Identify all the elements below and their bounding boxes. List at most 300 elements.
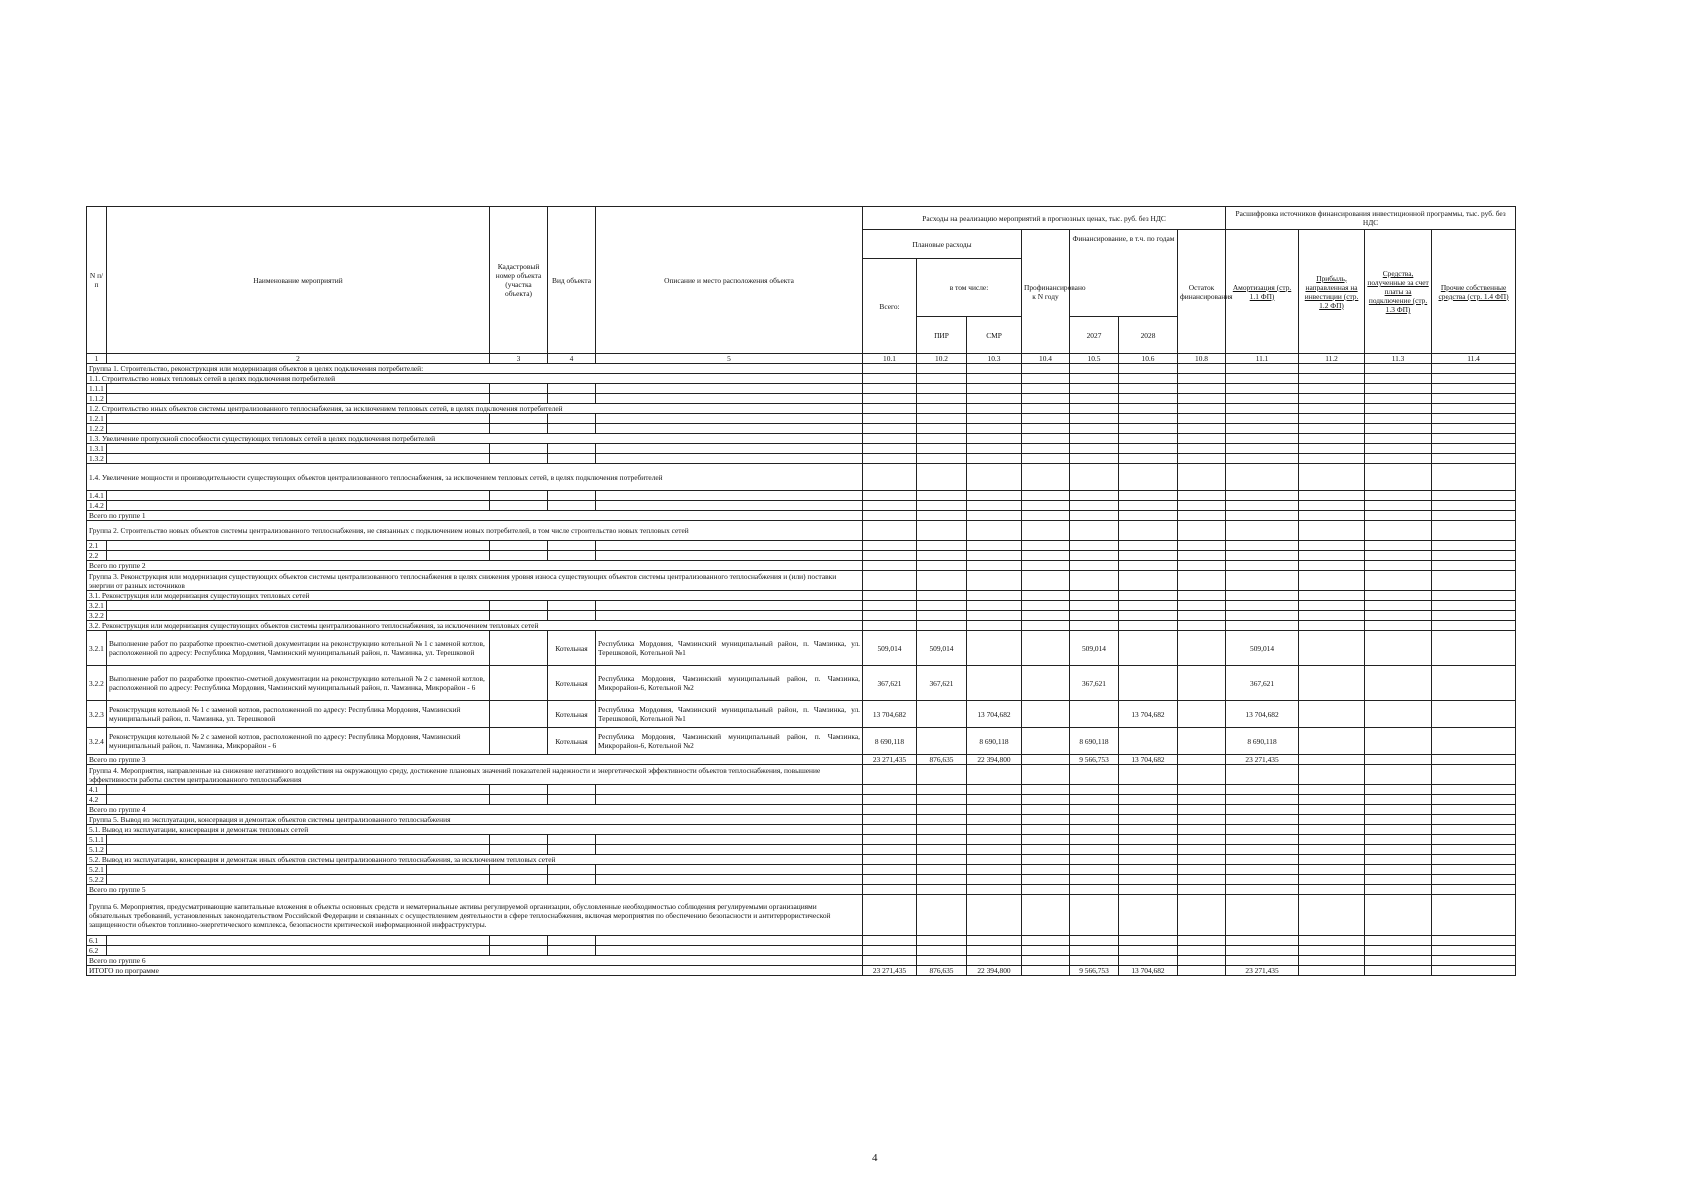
amortization-value: 509,014 [1226, 631, 1299, 666]
table-cell [1022, 601, 1070, 611]
table-cell [1070, 611, 1119, 621]
table-cell [1022, 815, 1070, 825]
table-cell [548, 384, 596, 394]
row-label: 1.3. Увеличение пропускной способности существующих тепловых сетей в целях подключения потребителей [87, 434, 863, 444]
year-2028-value [1119, 631, 1178, 666]
table-cell [1365, 434, 1432, 444]
table-cell [490, 845, 548, 855]
table-row [87, 865, 1516, 875]
subgroup-heading-row [87, 591, 1516, 601]
pir-value: 876,635 [917, 966, 967, 976]
table-cell [596, 946, 863, 956]
table-cell [1070, 541, 1119, 551]
row-number: 2.2 [87, 551, 107, 561]
table-cell [863, 795, 917, 805]
object-description: Республика Мордовия, Чамзинский муниципальный район, п. Чамзинка, Микрорайон-6, Котельной №2 [596, 728, 863, 755]
table-cell [917, 591, 967, 601]
table-cell [1299, 601, 1365, 611]
table-cell [596, 611, 863, 621]
smr-value [967, 666, 1022, 701]
table-cell [1226, 621, 1299, 631]
table-cell [1299, 571, 1365, 591]
table-cell [1432, 374, 1516, 384]
table-cell [1070, 394, 1119, 404]
sources-header: Расшифровка источников финансирования инвестиционной программы, тыс. руб. без НДС [1226, 207, 1516, 230]
financed-value [1022, 728, 1070, 755]
row-label: 1.2. Строительство иных объектов системы централизованного теплоснабжения, за исключением тепловых сетей, в целях подключения потребителей [87, 404, 863, 414]
col-cadastral-header: Кадастровый номер объекта (участка объекта) [490, 207, 548, 354]
table-cell [917, 815, 967, 825]
table-cell [548, 444, 596, 454]
investment-program-table [86, 206, 1516, 976]
table-cell [596, 424, 863, 434]
group-total-row [87, 561, 1516, 571]
table-cell [1070, 491, 1119, 501]
table-cell [863, 491, 917, 501]
smr-value: 22 394,800 [967, 966, 1022, 976]
table-cell [1299, 621, 1365, 631]
table-row [87, 384, 1516, 394]
table-row [87, 601, 1516, 611]
colnum: 3 [490, 354, 548, 364]
table-cell [1022, 875, 1070, 885]
table-cell [1178, 591, 1226, 601]
table-row [87, 444, 1516, 454]
table-cell [596, 454, 863, 464]
table-cell [1432, 601, 1516, 611]
table-cell [1226, 424, 1299, 434]
financed-value [1022, 701, 1070, 728]
table-cell [1119, 464, 1178, 491]
table-cell [1070, 621, 1119, 631]
table-cell [863, 946, 917, 956]
row-number: 3.2.4 [87, 728, 107, 755]
table-cell [863, 501, 917, 511]
amortization-value: 13 704,682 [1226, 701, 1299, 728]
table-cell [1070, 956, 1119, 966]
table-cell [1070, 434, 1119, 444]
table-cell [1070, 561, 1119, 571]
table-cell [1365, 936, 1432, 946]
group-total-row [87, 805, 1516, 815]
table-row [87, 795, 1516, 805]
table-cell [1119, 384, 1178, 394]
table-cell [863, 424, 917, 434]
table-cell [548, 394, 596, 404]
financed-header: Профинансировано к N году [1022, 230, 1070, 354]
row-number: 3.2.2 [87, 666, 107, 701]
table-cell [1070, 946, 1119, 956]
table-cell [1022, 404, 1070, 414]
table-cell [1299, 394, 1365, 404]
table-cell [1178, 621, 1226, 631]
table-cell [1432, 384, 1516, 394]
table-cell [1119, 785, 1178, 795]
table-cell [1119, 521, 1178, 541]
table-cell [1022, 936, 1070, 946]
colnum: 5 [596, 354, 863, 364]
table-cell [490, 541, 548, 551]
table-cell [1178, 835, 1226, 845]
table-body [87, 364, 1516, 976]
table-cell [1432, 855, 1516, 865]
row-number: 6.2 [87, 946, 107, 956]
table-cell [863, 591, 917, 601]
table-cell [1178, 936, 1226, 946]
table-cell [917, 611, 967, 621]
table-cell [967, 414, 1022, 424]
row-label: 3.1. Реконструкция или модернизация существующих тепловых сетей [87, 591, 863, 601]
table-cell [548, 601, 596, 611]
year-2028-value: 13 704,682 [1119, 755, 1178, 765]
table-row [87, 946, 1516, 956]
pir-header: ПИР [917, 317, 967, 354]
table-cell [1299, 795, 1365, 805]
table-cell [917, 946, 967, 956]
table-cell [548, 785, 596, 795]
table-cell [1178, 611, 1226, 621]
table-cell [1178, 765, 1226, 785]
table-cell [1365, 611, 1432, 621]
table-cell [1365, 885, 1432, 895]
table-cell [1178, 364, 1226, 374]
colnum: 11.4 [1432, 354, 1516, 364]
table-cell [917, 444, 967, 454]
total-value: 13 704,682 [863, 701, 917, 728]
table-cell [1299, 946, 1365, 956]
table-cell [863, 825, 917, 835]
amortization-value: 8 690,118 [1226, 728, 1299, 755]
table-cell [1365, 384, 1432, 394]
table-cell [1299, 865, 1365, 875]
table-cell [1365, 795, 1432, 805]
table-cell [1299, 444, 1365, 454]
table-cell [1365, 404, 1432, 414]
table-cell [1299, 551, 1365, 561]
table-cell [1178, 501, 1226, 511]
table-cell [1299, 701, 1365, 728]
table-cell [1022, 521, 1070, 541]
table-cell [1365, 444, 1432, 454]
table-cell [1299, 414, 1365, 424]
colnum: 4 [548, 354, 596, 364]
table-cell [1432, 815, 1516, 825]
table-cell [1299, 765, 1365, 785]
table-cell [917, 434, 967, 444]
table-cell [596, 601, 863, 611]
table-cell [1070, 895, 1119, 936]
table-cell [596, 875, 863, 885]
group-heading-row [87, 521, 1516, 541]
group-total-row [87, 885, 1516, 895]
table-cell [1226, 551, 1299, 561]
colnum: 11.2 [1299, 354, 1365, 364]
table-cell [107, 845, 490, 855]
table-cell [1299, 424, 1365, 434]
table-cell [107, 785, 490, 795]
table-cell [967, 785, 1022, 795]
table-cell [1022, 561, 1070, 571]
table-cell [596, 444, 863, 454]
total-value: 367,621 [863, 666, 917, 701]
other-funds-header: Прочие собственные средства (стр. 1.4 ФП) [1432, 230, 1516, 354]
colnum: 11.3 [1365, 354, 1432, 364]
row-number: 3.2.1 [87, 601, 107, 611]
cadastral-number [490, 701, 548, 728]
table-cell [1070, 601, 1119, 611]
year-2028-value [1119, 728, 1178, 755]
table-cell [1022, 511, 1070, 521]
table-cell [107, 946, 490, 956]
table-cell [1119, 454, 1178, 464]
smr-value: 8 690,118 [967, 728, 1022, 755]
table-cell [1070, 404, 1119, 414]
table-cell [1022, 384, 1070, 394]
table-cell [596, 835, 863, 845]
subgroup-heading-row [87, 825, 1516, 835]
table-cell [548, 541, 596, 551]
table-cell [1119, 561, 1178, 571]
table-cell [596, 384, 863, 394]
table-cell [1299, 404, 1365, 414]
financed-value [1022, 666, 1070, 701]
table-cell [490, 491, 548, 501]
table-cell [1178, 785, 1226, 795]
table-cell [1299, 885, 1365, 895]
table-cell [1299, 511, 1365, 521]
table-cell [1022, 424, 1070, 434]
table-cell [1022, 394, 1070, 404]
table-cell [1070, 591, 1119, 601]
table-cell [1022, 825, 1070, 835]
table-cell [1178, 464, 1226, 491]
table-cell [1022, 785, 1070, 795]
row-number: 5.2.1 [87, 865, 107, 875]
table-cell [1022, 956, 1070, 966]
table-cell [490, 444, 548, 454]
table-cell [1432, 885, 1516, 895]
table-cell [917, 404, 967, 414]
amortization-value: 23 271,435 [1226, 966, 1299, 976]
table-cell [107, 835, 490, 845]
table-cell [1119, 511, 1178, 521]
group-heading-row [87, 815, 1516, 825]
year-2028-value [1119, 666, 1178, 701]
table-cell [1365, 946, 1432, 956]
table-cell [1226, 601, 1299, 611]
table-cell [1299, 966, 1365, 976]
table-cell [1119, 956, 1178, 966]
table-cell [1365, 621, 1432, 631]
row-number: 1.4.1 [87, 491, 107, 501]
row-number: 3.2.1 [87, 631, 107, 666]
table-cell [1178, 491, 1226, 501]
table-cell [863, 464, 917, 491]
table-cell [1226, 825, 1299, 835]
table-cell [1365, 464, 1432, 491]
table-cell [863, 414, 917, 424]
table-cell [1022, 551, 1070, 561]
table-cell [1226, 795, 1299, 805]
table-cell [107, 454, 490, 464]
table-cell [1432, 551, 1516, 561]
table-cell [1022, 611, 1070, 621]
table-cell [1226, 956, 1299, 966]
table-cell [1178, 956, 1226, 966]
table-cell [1299, 454, 1365, 464]
col-n-header: N п/п [87, 207, 107, 354]
cadastral-number [490, 631, 548, 666]
table-cell [1070, 815, 1119, 825]
row-number: 1.1.2 [87, 394, 107, 404]
table-cell [490, 611, 548, 621]
table-cell [1070, 454, 1119, 464]
table-cell [1178, 845, 1226, 855]
table-cell [1432, 946, 1516, 956]
table-cell [1365, 956, 1432, 966]
table-cell [863, 815, 917, 825]
table-row [87, 631, 1516, 666]
total-header: Всего: [863, 259, 917, 354]
table-cell [967, 591, 1022, 601]
table-row [87, 414, 1516, 424]
table-cell [1226, 374, 1299, 384]
table-cell [1022, 795, 1070, 805]
table-cell [1022, 374, 1070, 384]
table-cell [917, 621, 967, 631]
row-label: ИТОГО по программе [87, 966, 863, 976]
table-cell [1226, 805, 1299, 815]
table-cell [1432, 571, 1516, 591]
table-cell [1299, 666, 1365, 701]
table-cell [863, 835, 917, 845]
object-type: Котельная [548, 666, 596, 701]
table-cell [863, 444, 917, 454]
profit-header: Прибыль, направленная на инвестиции (стр. 1.2 ФП) [1299, 230, 1365, 354]
table-cell [1119, 541, 1178, 551]
investment-program-table-sheet [86, 206, 1515, 976]
table-cell [1226, 946, 1299, 956]
table-cell [1178, 444, 1226, 454]
table-cell [1365, 601, 1432, 611]
table-cell [1022, 845, 1070, 855]
table-cell [967, 491, 1022, 501]
table-cell [1119, 621, 1178, 631]
table-cell [1119, 825, 1178, 835]
group-heading-row [87, 571, 1516, 591]
subgroup-heading-row [87, 404, 1516, 414]
table-cell [1226, 541, 1299, 551]
table-cell [917, 571, 967, 591]
activity-name: Выполнение работ по разработке проектно-сметной документации на реконструкцию котельной № 1 с заменой котлов, расположенной по адресу: Республика Мордовия, Чамзинский муниципальный район, п. Чамзинка, ул. Терешковой [107, 631, 490, 666]
table-cell [1178, 374, 1226, 384]
table-cell [1365, 414, 1432, 424]
table-row [87, 491, 1516, 501]
table-cell [1022, 835, 1070, 845]
table-cell [548, 501, 596, 511]
table-cell [863, 805, 917, 815]
connection-fee-header: Средства, полученные за счет платы за подключение (стр. 1.3 ФП) [1365, 230, 1432, 354]
col-description-header: Описание и место расположения объекта [596, 207, 863, 354]
colnum: 10.1 [863, 354, 917, 364]
table-cell [1178, 855, 1226, 865]
table-cell [1365, 728, 1432, 755]
table-cell [1226, 384, 1299, 394]
table-cell [490, 384, 548, 394]
table-cell [967, 454, 1022, 464]
amortization-header: Амортизация (стр. 1.1 ФП) [1226, 230, 1299, 354]
table-cell [917, 885, 967, 895]
table-cell [1365, 521, 1432, 541]
table-cell [1299, 755, 1365, 765]
group-total-row [87, 966, 1516, 976]
table-cell [967, 551, 1022, 561]
table-cell [1299, 815, 1365, 825]
table-cell [917, 936, 967, 946]
table-cell [1178, 865, 1226, 875]
object-type: Котельная [548, 631, 596, 666]
table-cell [1226, 936, 1299, 946]
table-cell [1299, 591, 1365, 601]
table-cell [1432, 785, 1516, 795]
table-cell [1178, 414, 1226, 424]
table-cell [1299, 845, 1365, 855]
row-label: 1.4. Увеличение мощности и производительности существующих объектов централизованного теплоснабжения, за исключением тепловых сетей, в целях подключения потребителей [87, 464, 863, 491]
table-row [87, 875, 1516, 885]
table-cell [548, 845, 596, 855]
table-cell [1119, 591, 1178, 601]
row-number: 5.1.2 [87, 845, 107, 855]
table-cell [1226, 835, 1299, 845]
table-cell [1178, 795, 1226, 805]
table-cell [1226, 364, 1299, 374]
table-cell [548, 491, 596, 501]
table-cell [490, 875, 548, 885]
pir-value: 367,621 [917, 666, 967, 701]
table-cell [1119, 875, 1178, 885]
table-cell [1178, 825, 1226, 835]
row-label: Всего по группе 1 [87, 511, 863, 521]
table-cell [1432, 414, 1516, 424]
table-cell [1119, 424, 1178, 434]
table-cell [1365, 875, 1432, 885]
table-cell [1432, 956, 1516, 966]
table-row [87, 785, 1516, 795]
table-cell [1299, 491, 1365, 501]
table-cell [596, 785, 863, 795]
table-cell [1365, 966, 1432, 976]
subgroup-heading-row [87, 464, 1516, 491]
table-cell [917, 845, 967, 855]
table-cell [1432, 795, 1516, 805]
remainder-value [1178, 728, 1226, 755]
row-label: Всего по группе 5 [87, 885, 863, 895]
table-cell [917, 805, 967, 815]
table-cell [1119, 885, 1178, 895]
table-cell [1432, 364, 1516, 374]
table-cell [548, 611, 596, 621]
table-cell [1119, 394, 1178, 404]
table-cell [596, 936, 863, 946]
table-cell [1365, 865, 1432, 875]
table-cell [863, 404, 917, 414]
table-cell [1432, 631, 1516, 666]
table-cell [863, 956, 917, 966]
table-cell [1119, 601, 1178, 611]
table-cell [1070, 825, 1119, 835]
table-cell [1070, 464, 1119, 491]
table-cell [548, 946, 596, 956]
